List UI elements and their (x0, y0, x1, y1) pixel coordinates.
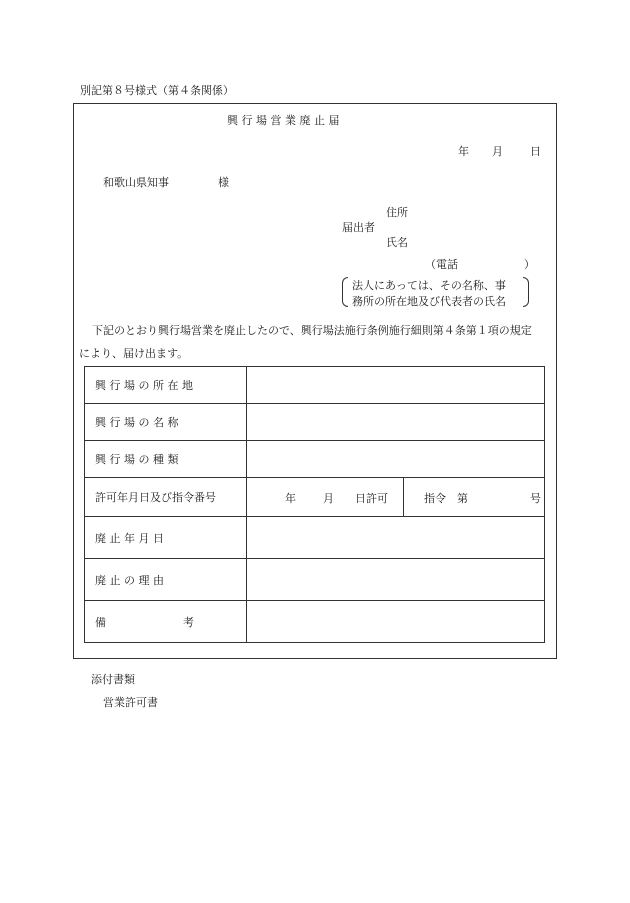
name-label-cell (85, 404, 247, 441)
table-row (85, 517, 545, 559)
order-number-cell[interactable] (404, 478, 544, 516)
addressee-name: 和歌山県知事 (103, 176, 169, 189)
order-suffix: 号 (530, 492, 541, 505)
info-table (84, 366, 545, 643)
form-title: 興 行 場 営 業 廃 止 届 (227, 114, 340, 127)
table-row (85, 601, 545, 643)
order-prefix: 指令 第 (424, 492, 468, 505)
attachment-item: 営業許可書 (103, 696, 158, 709)
type-value-cell[interactable] (247, 441, 545, 478)
permit-date-cell[interactable] (247, 478, 404, 516)
applicant-address-label: 住所 (386, 206, 408, 219)
abolish-date-label-cell (85, 517, 247, 559)
applicant-name-label: 氏名 (386, 236, 408, 249)
permit-month: 月 (323, 492, 334, 505)
name-value-cell[interactable] (247, 404, 545, 441)
permit-label-cell (85, 478, 247, 517)
location-label: 興 行 場 の 所 在 地 (95, 379, 193, 392)
reason-label: 廃 止 の 理 由 (95, 573, 164, 587)
permit-value-cell (247, 478, 545, 517)
permit-year: 年 (285, 492, 296, 505)
attachments-heading: 添付書類 (91, 673, 135, 686)
location-label-cell (85, 367, 247, 404)
addressee-honorific: 様 (218, 176, 229, 189)
form-label: 別記第８号様式（第４条関係） (80, 84, 234, 97)
location-value-cell[interactable] (247, 367, 545, 404)
remarks-label-cell (85, 601, 247, 643)
theater-name-label: 興 行 場 の 名 称 (95, 416, 179, 429)
left-bracket (342, 277, 348, 307)
corporate-note-line1: 法人にあっては、その名称、事 (352, 279, 506, 292)
type-label-cell (85, 441, 247, 478)
body-text-line1: 下記のとおり興行場営業を廃止したので、興行場法施行条例施行細則第４条第１項の規定 (92, 324, 532, 337)
table-row (85, 478, 545, 517)
applicant-phone: （電話 ） (425, 258, 535, 271)
abolish-date-label: 廃 止 年 月 日 (95, 531, 164, 545)
table-row (85, 441, 545, 478)
right-bracket (523, 277, 529, 307)
applicant-role-label: 届出者 (342, 221, 375, 234)
reason-label-cell (85, 559, 247, 601)
date-month: 月 (492, 145, 503, 158)
table-row (85, 559, 545, 601)
table-row (85, 404, 545, 441)
table-row (85, 367, 545, 404)
body-text-line2: により、届け出ます。 (79, 347, 189, 360)
date-year: 年 (458, 145, 469, 158)
date-day: 日 (530, 145, 541, 158)
remarks-value-cell[interactable] (247, 601, 545, 643)
permit-day: 日許可 (355, 492, 388, 505)
abolish-date-value-cell[interactable] (247, 517, 545, 559)
permit-label: 許可年月日及び指令番号 (95, 491, 216, 504)
reason-value-cell[interactable] (247, 559, 545, 601)
corporate-note (342, 277, 529, 309)
type-label: 興 行 場 の 種 類 (95, 453, 179, 466)
remarks-label: 備 考 (95, 615, 194, 629)
corporate-note-line2: 務所の所在地及び代表者の氏名 (352, 295, 506, 308)
